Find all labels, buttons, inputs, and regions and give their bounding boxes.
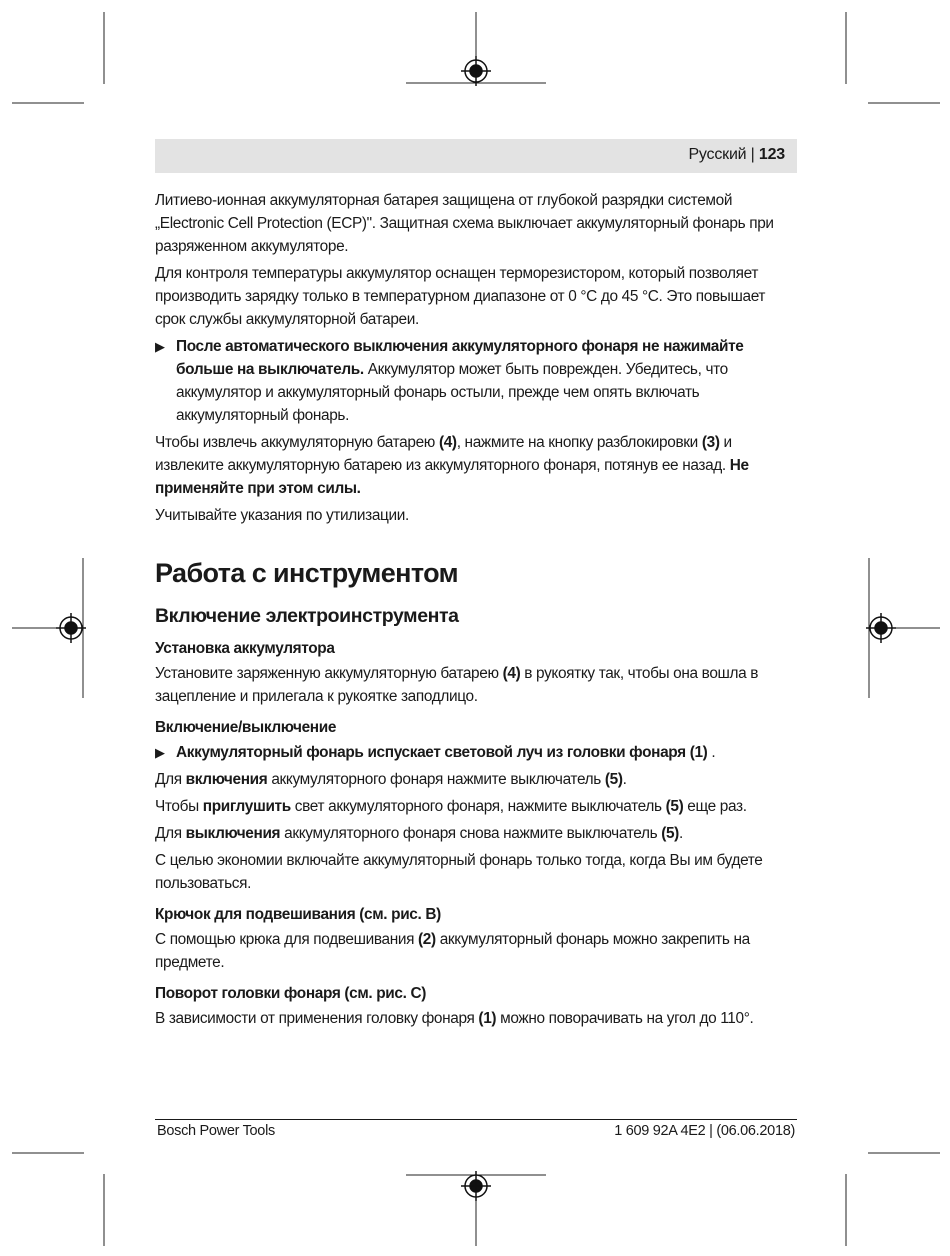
page-header [155, 139, 797, 173]
bold-term: выключения [185, 825, 281, 842]
heading-install-battery: Установка аккумулятора [155, 640, 335, 657]
text-segment: можно поворачивать на угол до 110°. [496, 1010, 754, 1027]
reference-number: (3) [701, 434, 720, 451]
text-segment: , нажмите на кнопку разблокировки [456, 434, 702, 451]
header-label [688, 146, 785, 164]
paragraph-hook [155, 928, 797, 974]
heading-on-off: Включение/выключение [155, 719, 337, 736]
bullet-arrow-icon: ▶ [155, 339, 165, 354]
bullet-arrow-icon: ▶ [155, 745, 165, 760]
paragraph-economy: С целью экономии включайте аккумуляторный фонарь только тогда, когда Вы им будете пользоваться. [155, 852, 763, 892]
reference-number: (4) [502, 665, 521, 682]
text-segment: Для [155, 771, 186, 788]
info-bullet-bold: Аккумуляторный фонарь испускает световой луч из головки фонаря (1) [176, 744, 708, 761]
paragraph-remove-battery [155, 431, 797, 500]
reference-number: (5) [604, 771, 623, 788]
registration-mark-left [56, 613, 86, 643]
heading-rotate-head: Поворот головки фонаря (см. рис. C) [155, 985, 427, 1002]
text-segment: . [707, 744, 716, 761]
paragraph-switch-on [155, 768, 797, 791]
paragraph-dim [155, 795, 797, 818]
bold-term: включения [185, 771, 268, 788]
text-segment: аккумуляторного фонаря снова нажмите выключатель [280, 825, 662, 842]
footer-publisher: Bosch Power Tools [157, 1123, 275, 1139]
paragraph-rotate-head [155, 1007, 797, 1030]
page-number: 123 [758, 146, 785, 163]
text-segment: . [622, 771, 627, 788]
text-segment: В зависимости от применения головку фонаря [155, 1010, 479, 1027]
footer-doc-number: 1 609 92A 4E2 | (06.06.2018) [614, 1123, 795, 1139]
section-title: Работа с инструментом [155, 558, 459, 588]
section-subtitle: Включение электроинструмента [155, 605, 459, 627]
page-content [155, 189, 797, 1034]
footer-rule [155, 1119, 797, 1120]
text-segment: аккумуляторный фонарь можно закрепить на предмете. [155, 931, 750, 971]
text-segment: Для [155, 825, 186, 842]
registration-mark-top [461, 56, 491, 86]
text-segment: Чтобы извлечь аккумуляторную батарею [155, 434, 439, 451]
text-segment: и извлеките аккумуляторную батарею из аккумуляторного фонаря, потянув ее назад. [155, 434, 732, 474]
text-segment: Установите заряженную аккумуляторную батарею [155, 665, 503, 682]
info-bullet [155, 741, 797, 764]
header-language: Русский [688, 146, 747, 163]
paragraph-install-battery [155, 662, 797, 708]
text-segment: еще раз. [683, 798, 747, 815]
bold-term: приглушить [202, 798, 291, 815]
reference-number: (2) [418, 931, 436, 948]
heading-hook: Крючок для подвешивания (см. рис. B) [155, 906, 441, 923]
text-segment: . [678, 825, 683, 842]
registration-mark-right [866, 613, 896, 643]
paragraph-disposal: Учитывайте указания по утилизации. [155, 507, 409, 524]
warning-bullet [155, 335, 797, 427]
warning-text: Аккумулятор может быть поврежден. Убедитесь, что аккумулятор и аккумуляторный фонарь остыли, прежде чем опять включать аккумуляторный фонарь. [176, 361, 728, 424]
reference-number: (1) [478, 1010, 497, 1027]
reference-number: (5) [661, 825, 679, 842]
paragraph-switch-off [155, 822, 797, 845]
text-segment: в рукоятку так, чтобы она вошла в зацепление и прилегала к рукоятке заподлицо. [155, 665, 759, 705]
bold-warning: Не применяйте при этом силы. [155, 457, 749, 497]
text-segment: С помощью крюка для подвешивания [155, 931, 419, 948]
text-segment: свет аккумуляторного фонаря, нажмите выключатель [290, 798, 666, 815]
text-segment: Чтобы [155, 798, 203, 815]
text-segment: аккумуляторного фонаря нажмите выключатель [267, 771, 605, 788]
reference-number: (5) [665, 798, 684, 815]
warning-bold: После автоматического выключения аккумуляторного фонаря не нажимайте больше на выключатель. [176, 338, 744, 378]
paragraph-temperature: Для контроля температуры аккумулятор оснащен терморезистором, который позволяет производить зарядку только в температурном диапазоне от 0 °C до 45 °C. Это повышает срок службы аккумуляторной батареи. [155, 265, 766, 328]
header-separator: | [750, 146, 755, 163]
reference-number: (4) [438, 434, 457, 451]
paragraph-ecp: Литиево-ионная аккумуляторная батарея защищена от глубокой разрядки системой „Electronic Cell Protection (ECP)". Защитная схема выключает аккумуляторный фонарь при разряженном аккумуляторе. [155, 192, 774, 255]
